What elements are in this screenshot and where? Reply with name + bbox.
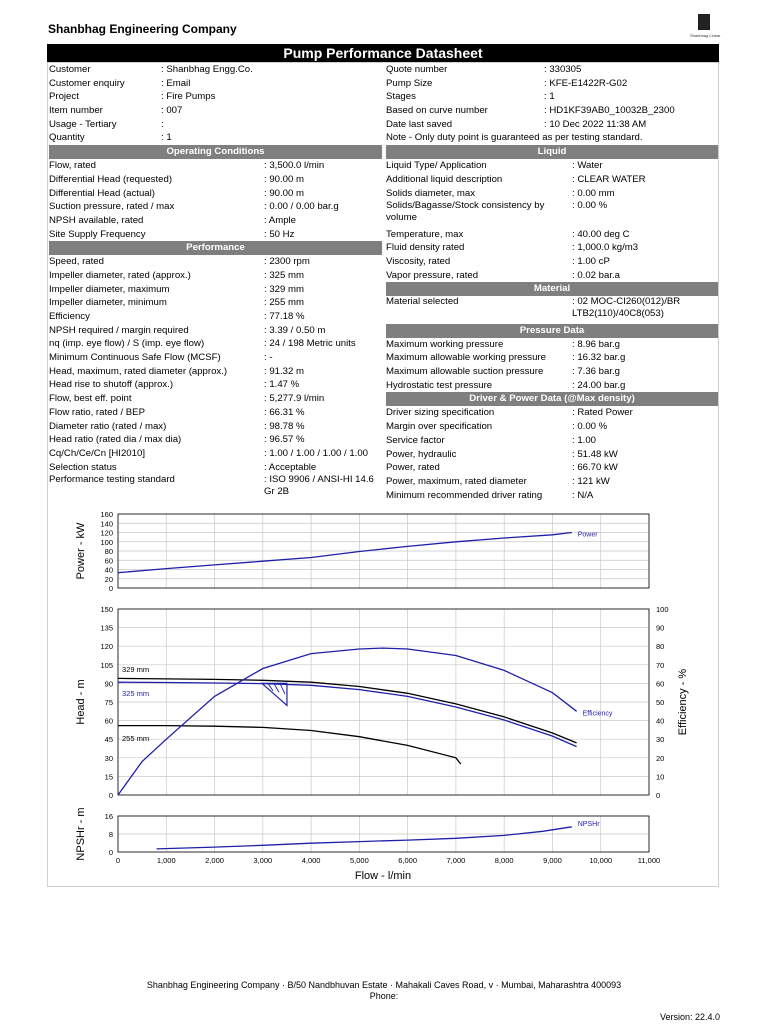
y-tick-label: 16 bbox=[104, 812, 113, 821]
field-row bbox=[386, 173, 718, 187]
field-value: : 325 mm bbox=[264, 269, 304, 281]
field-label: Fluid density rated bbox=[386, 242, 465, 254]
x-tick-label: 8,000 bbox=[494, 856, 514, 865]
field-row bbox=[49, 310, 382, 324]
y-tick-label: 120 bbox=[100, 642, 113, 652]
field-row bbox=[386, 228, 718, 242]
curve-label: 329 mm bbox=[122, 665, 150, 674]
field-value: : 1.00 bbox=[572, 434, 597, 446]
field-value: : 3,500.0 l/min bbox=[264, 160, 325, 172]
field-value: : 1.47 % bbox=[264, 379, 300, 391]
y-axis-label: Head - m bbox=[75, 679, 87, 725]
y-tick-label: 160 bbox=[100, 510, 113, 519]
field-label: Based on curve number bbox=[386, 105, 488, 117]
field-row bbox=[386, 406, 718, 420]
field-value: : 51.48 kW bbox=[572, 448, 618, 460]
field-row bbox=[386, 159, 718, 173]
right-column bbox=[386, 63, 718, 502]
field-value: : 330305 bbox=[544, 64, 582, 75]
y2-tick-label: 30 bbox=[656, 735, 665, 745]
field-label: Flow, rated bbox=[49, 160, 96, 172]
field-value: : ISO 9906 / ANSI-HI 14.6 Gr 2B bbox=[264, 474, 374, 497]
field-row bbox=[386, 338, 718, 352]
field-value: : 255 mm bbox=[264, 297, 304, 309]
field-value: : 1.00 / 1.00 / 1.00 / 1.00 bbox=[264, 447, 369, 459]
field-row bbox=[49, 447, 382, 461]
field-value: : 0.00 % bbox=[572, 421, 608, 433]
y-tick-label: 45 bbox=[104, 735, 113, 745]
field-row bbox=[49, 131, 382, 145]
field-label: Maximum allowable suction pressure bbox=[386, 366, 544, 378]
field-label: Impeller diameter, rated (approx.) bbox=[49, 269, 191, 281]
field-value: : 77.18 % bbox=[264, 311, 305, 322]
field-row bbox=[49, 351, 382, 365]
field-label: Flow, best eff. point bbox=[49, 393, 132, 405]
series-line bbox=[118, 533, 572, 573]
y2-axis-label: Efficiency - % bbox=[677, 668, 689, 736]
version: Version: 22.4.0 bbox=[659, 1012, 720, 1022]
x-axis-label: Flow - l/min bbox=[354, 870, 412, 882]
field-label: Viscosity, rated bbox=[386, 255, 451, 267]
field-value: : 7.36 bar.g bbox=[572, 366, 621, 378]
y2-tick-label: 90 bbox=[656, 623, 665, 633]
section-material: Material bbox=[386, 282, 718, 296]
field-row bbox=[386, 351, 718, 365]
pump-curves bbox=[48, 500, 718, 886]
y-tick-label: 60 bbox=[104, 556, 113, 566]
field-value: : 40.00 deg C bbox=[572, 228, 630, 240]
series-label: Efficiency bbox=[582, 710, 613, 718]
curve-label: 325 mm bbox=[122, 689, 150, 698]
field-row bbox=[49, 420, 382, 434]
field-label: NPSH available, rated bbox=[49, 214, 144, 226]
field-value: : 2300 rpm bbox=[264, 256, 310, 268]
field-row bbox=[49, 269, 382, 283]
x-tick-label: 2,000 bbox=[205, 856, 224, 865]
y2-tick-label: 100 bbox=[656, 605, 669, 614]
field-row bbox=[386, 296, 718, 323]
field-label: Service factor bbox=[386, 434, 445, 446]
y-tick-label: 135 bbox=[100, 623, 113, 633]
section-performance: Performance bbox=[49, 241, 382, 255]
field-row bbox=[386, 420, 718, 434]
x-tick-label: 9,000 bbox=[543, 856, 562, 865]
y2-tick-label: 40 bbox=[656, 716, 665, 726]
y-tick-label: 20 bbox=[104, 574, 113, 584]
field-label: Differential Head (actual) bbox=[49, 187, 155, 199]
y-tick-label: 40 bbox=[104, 565, 113, 575]
field-row bbox=[386, 255, 718, 269]
x-tick-label: 3,000 bbox=[253, 856, 273, 865]
series-label: Power bbox=[577, 531, 598, 539]
field-row bbox=[49, 104, 382, 118]
y-tick-label: 0 bbox=[108, 791, 113, 800]
series-line bbox=[118, 726, 461, 764]
field-label: Project bbox=[49, 91, 79, 103]
field-label: Head, maximum, rated diameter (approx.) bbox=[49, 365, 228, 377]
field-label: Driver sizing specification bbox=[386, 407, 495, 419]
field-row bbox=[49, 200, 382, 214]
field-row bbox=[386, 104, 718, 118]
footer bbox=[0, 980, 768, 1002]
field-label: Minimum recommended driver rating bbox=[386, 489, 543, 501]
y-tick-label: 120 bbox=[100, 528, 113, 538]
y-tick-label: 100 bbox=[100, 537, 113, 547]
field-value: : 96.57 % bbox=[264, 434, 305, 446]
field-value: : Water bbox=[572, 160, 603, 172]
field-label: Maximum working pressure bbox=[386, 338, 504, 350]
field-value: : 3.39 / 0.50 m bbox=[264, 324, 326, 336]
field-row bbox=[49, 365, 382, 379]
field-value: : 66.31 % bbox=[264, 406, 305, 418]
pump-curves-svg bbox=[48, 500, 718, 886]
field-row bbox=[49, 187, 382, 201]
field-row bbox=[49, 90, 382, 104]
field-value: : 02 MOC-CI260(012)/BR LTB2(110)/40C8(053) bbox=[572, 296, 681, 319]
x-tick-label: 0 bbox=[115, 856, 121, 865]
series-line bbox=[118, 682, 577, 746]
field-value: : CLEAR WATER bbox=[572, 173, 646, 185]
field-value: : 8.96 bar.g bbox=[572, 338, 621, 350]
field-value: : 10 Dec 2022 11:38 AM bbox=[544, 118, 647, 130]
field-value: : 24 / 198 Metric units bbox=[264, 338, 356, 350]
section-operating-conditions: Operating Conditions bbox=[49, 145, 382, 159]
y2-tick-label: 10 bbox=[656, 772, 665, 782]
field-row bbox=[386, 77, 718, 91]
x-tick-label: 6,000 bbox=[398, 856, 418, 865]
y-tick-label: 60 bbox=[104, 716, 113, 726]
field-row bbox=[386, 365, 718, 379]
field-label: Power, rated bbox=[386, 462, 440, 474]
field-value: : 1,000.0 kg/m3 bbox=[572, 242, 639, 254]
field-label: Quantity bbox=[49, 132, 85, 144]
field-label: Quote number bbox=[386, 64, 448, 75]
section-driver-power: Driver & Power Data (@Max density) bbox=[386, 392, 718, 406]
y2-tick-label: 80 bbox=[656, 642, 665, 652]
series-line bbox=[157, 827, 572, 849]
y-tick-label: 150 bbox=[100, 605, 113, 614]
company-name: Shanbhag Engineering Company bbox=[48, 22, 237, 36]
field-label: Site Supply Frequency bbox=[49, 228, 146, 240]
field-value: : Acceptable bbox=[264, 461, 317, 473]
field-label: Margin over specification bbox=[386, 421, 493, 433]
field-label: Vapor pressure, rated bbox=[386, 269, 479, 281]
field-row bbox=[49, 378, 382, 392]
field-value: : 5,277.9 l/min bbox=[264, 393, 325, 405]
field-label: Impeller diameter, maximum bbox=[49, 283, 170, 295]
guarantee-note: Note - Only duty point is guaranteed as per testing standard. bbox=[386, 132, 643, 144]
field-value: : 0.00 / 0.00 bar.g bbox=[264, 201, 339, 213]
field-row bbox=[386, 90, 718, 104]
section-pressure-data: Pressure Data bbox=[386, 324, 718, 338]
field-row bbox=[49, 255, 382, 269]
section-liquid: Liquid bbox=[386, 145, 718, 159]
field-value: : N/A bbox=[572, 489, 594, 501]
field-row bbox=[386, 200, 718, 227]
y2-tick-label: 60 bbox=[656, 679, 665, 689]
field-row bbox=[386, 461, 718, 475]
field-value: : 1 bbox=[544, 91, 555, 103]
field-label: Liquid Type/ Application bbox=[386, 160, 487, 172]
field-row bbox=[49, 461, 382, 475]
field-row bbox=[386, 448, 718, 462]
y-tick-label: 80 bbox=[104, 547, 113, 556]
field-label: Date last saved bbox=[386, 118, 453, 130]
x-tick-label: 11,000 bbox=[637, 856, 661, 865]
company-logo bbox=[690, 14, 720, 40]
field-value: : 0.02 bar.a bbox=[572, 269, 621, 281]
field-value: : 007 bbox=[161, 105, 183, 117]
field-label: Maximum allowable working pressure bbox=[386, 352, 546, 364]
y-tick-label: 0 bbox=[108, 584, 113, 593]
y2-tick-label: 20 bbox=[656, 753, 665, 763]
field-label: Suction pressure, rated / max bbox=[49, 201, 175, 213]
field-label: Cq/Ch/Ce/Cn [HI2010] bbox=[49, 447, 145, 459]
field-label: Minimum Continuous Safe Flow (MCSF) bbox=[49, 352, 221, 364]
x-tick-label: 1,000 bbox=[156, 856, 176, 865]
field-label: Performance testing standard bbox=[49, 474, 175, 486]
field-value: : 0.00 % bbox=[572, 200, 608, 212]
field-row bbox=[49, 474, 382, 501]
field-label: Diameter ratio (rated / max) bbox=[49, 420, 167, 432]
field-label: Usage - Tertiary bbox=[49, 118, 117, 130]
field-label: Stages bbox=[386, 91, 416, 103]
y-tick-label: 90 bbox=[104, 679, 113, 689]
field-row bbox=[386, 241, 718, 255]
logo-text: Shanbhag Linear bbox=[690, 33, 721, 38]
field-row bbox=[49, 173, 382, 187]
y-tick-label: 30 bbox=[104, 753, 113, 763]
field-row bbox=[386, 269, 718, 283]
field-value: : bbox=[161, 118, 164, 130]
field-label: Hydrostatic test pressure bbox=[386, 379, 493, 391]
field-label: Power, hydraulic bbox=[386, 448, 457, 460]
field-value: : Ample bbox=[264, 214, 296, 226]
x-tick-label: 4,000 bbox=[301, 856, 321, 865]
field-row bbox=[49, 159, 382, 173]
field-value: : 50 Hz bbox=[264, 228, 295, 240]
field-value: : 91.32 m bbox=[264, 365, 304, 377]
field-label: Impeller diameter, minimum bbox=[49, 297, 167, 309]
field-value: : Shanbhag Engg.Co. bbox=[161, 64, 253, 75]
field-row bbox=[386, 187, 718, 201]
field-label: nq (imp. eye flow) / S (imp. eye flow) bbox=[49, 338, 205, 350]
field-label: Head ratio (rated dia / max dia) bbox=[49, 434, 182, 446]
field-label: NPSH required / margin required bbox=[49, 324, 189, 336]
field-label: Efficiency bbox=[49, 311, 90, 322]
field-row bbox=[386, 475, 718, 489]
field-value: : Rated Power bbox=[572, 407, 633, 419]
field-label: Differential Head (requested) bbox=[49, 173, 173, 185]
field-row bbox=[49, 392, 382, 406]
series-label: NPSHr bbox=[577, 820, 600, 828]
y-tick-label: 8 bbox=[108, 830, 113, 839]
y2-tick-label: 70 bbox=[656, 660, 665, 670]
datasheet-title: Pump Performance Datasheet bbox=[47, 44, 719, 62]
field-value: : 24.00 bar.g bbox=[572, 379, 626, 391]
field-value: : 90.00 m bbox=[264, 173, 304, 185]
field-value: : 90.00 m bbox=[264, 187, 304, 199]
field-value: : 1 bbox=[161, 132, 172, 144]
field-label: Solids/Bagasse/Stock consistency by volume bbox=[386, 200, 545, 223]
field-value: : 0.00 mm bbox=[572, 187, 615, 199]
field-row bbox=[49, 63, 382, 77]
field-value: : KFE-E1422R-G02 bbox=[544, 77, 628, 89]
field-value: : 121 kW bbox=[572, 475, 610, 487]
y2-tick-label: 50 bbox=[656, 698, 665, 707]
field-value: : Email bbox=[161, 77, 191, 89]
field-label: Solids diameter, max bbox=[386, 187, 476, 199]
field-row bbox=[49, 296, 382, 310]
logo-mark bbox=[698, 14, 710, 30]
x-tick-label: 5,000 bbox=[349, 856, 369, 865]
field-value: : HD1KF39AB0_10032B_2300 bbox=[544, 105, 675, 117]
field-label: Item number bbox=[49, 105, 103, 117]
field-row bbox=[386, 379, 718, 393]
field-row bbox=[49, 118, 382, 132]
field-label: Customer enquiry bbox=[49, 77, 125, 89]
field-row bbox=[49, 77, 382, 91]
field-value: : Fire Pumps bbox=[161, 91, 216, 103]
x-tick-label: 7,000 bbox=[446, 856, 466, 865]
field-label: Selection status bbox=[49, 461, 117, 473]
field-value: : - bbox=[264, 352, 273, 364]
y-tick-label: 15 bbox=[104, 772, 113, 782]
footer-phone: Phone: bbox=[369, 991, 399, 1001]
field-label: Pump Size bbox=[386, 77, 433, 89]
field-label: Power, maximum, rated diameter bbox=[386, 475, 527, 487]
field-row bbox=[49, 406, 382, 420]
field-label: Additional liquid description bbox=[386, 173, 503, 185]
field-value: : 1.00 cP bbox=[572, 255, 610, 267]
field-row bbox=[49, 337, 382, 351]
field-label: Head rise to shutoff (approx.) bbox=[49, 379, 174, 391]
y-axis-label: NPSHr - m bbox=[75, 807, 87, 861]
y2-tick-label: 0 bbox=[656, 791, 661, 800]
y-tick-label: 0 bbox=[108, 848, 113, 857]
field-row bbox=[386, 118, 718, 132]
field-row bbox=[386, 434, 718, 448]
field-row bbox=[49, 324, 382, 338]
field-row bbox=[49, 433, 382, 447]
y-tick-label: 105 bbox=[100, 660, 113, 670]
x-tick-label: 10,000 bbox=[589, 856, 613, 865]
field-label: Material selected bbox=[386, 296, 459, 308]
footer-address: Shanbhag Engineering Company · B/50 Nandbhuvan Estate · Mahakali Caves Road, v · Mumbai, Maharashtra 400093 bbox=[146, 980, 622, 990]
y-tick-label: 140 bbox=[100, 519, 113, 529]
field-label: Flow ratio, rated / BEP bbox=[49, 406, 145, 418]
field-row bbox=[49, 214, 382, 228]
field-value: : 329 mm bbox=[264, 283, 304, 295]
field-label: Customer bbox=[49, 64, 91, 75]
field-label: Temperature, max bbox=[386, 228, 464, 240]
field-row bbox=[386, 63, 718, 77]
field-row bbox=[49, 228, 382, 242]
field-row bbox=[49, 283, 382, 297]
field-label: Speed, rated bbox=[49, 256, 104, 268]
curve-label: 255 mm bbox=[122, 734, 150, 743]
field-value: : 66.70 kW bbox=[572, 462, 618, 474]
left-column bbox=[49, 63, 382, 502]
y-axis-label: Power - kW bbox=[75, 522, 87, 580]
y-tick-label: 75 bbox=[104, 698, 113, 707]
field-value: : 98.78 % bbox=[264, 420, 305, 432]
field-value: : 16.32 bar.g bbox=[572, 352, 626, 364]
